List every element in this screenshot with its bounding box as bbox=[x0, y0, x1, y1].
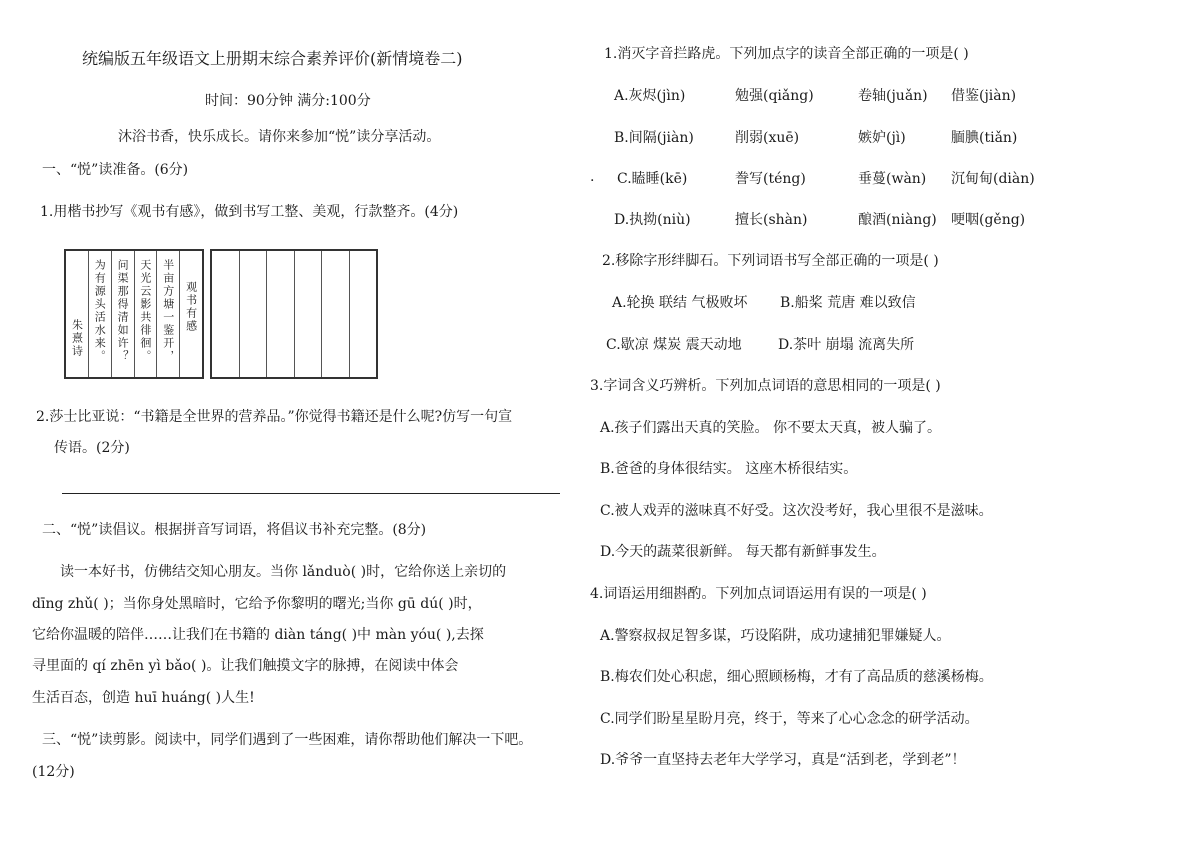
section-1-heading: 一、“悦”读准备。(6分) bbox=[42, 162, 189, 178]
option-1a-2: 勉强(qiǎng) bbox=[735, 88, 814, 104]
answer-line[interactable] bbox=[62, 493, 560, 494]
option-1c-4: 沉甸甸(diàn) bbox=[951, 171, 1035, 187]
option-2d: D.茶叶 崩塌 流离失所 bbox=[778, 337, 915, 353]
option-2b: B.船桨 荒唐 难以致信 bbox=[780, 295, 916, 311]
option-1d-2: 擅长(shàn) bbox=[735, 212, 808, 228]
option-1b-4: 腼腆(tiǎn) bbox=[951, 130, 1018, 146]
writing-grid[interactable] bbox=[210, 249, 378, 379]
option-4c: C.同学们盼星星盼月亮，终于，等来了心心念念的研学活动。 bbox=[600, 711, 979, 727]
page-title: 统编版五年级语文上册期末综合素养评价(新情境卷二) bbox=[82, 49, 463, 68]
option-1b-3: 嫉妒(jì) bbox=[858, 130, 906, 146]
option-4a: A.警察叔叔足智多谋，巧设陷阱，成功逮捕犯罪嫌疑人。 bbox=[600, 628, 951, 644]
passage-line-4: 寻里面的 qí zhēn yì bǎo( )。让我们触摸文字的脉搏，在阅读中体会 bbox=[32, 658, 459, 674]
option-3b: B.爸爸的身体很结实。 这座木桥很结实。 bbox=[600, 461, 858, 477]
passage-line-1: 读一本好书，仿佛结交知心朋友。当你 lǎnduò( )时，它给你送上亲切的 bbox=[60, 564, 507, 580]
option-1c-2: 誊写(téng) bbox=[735, 171, 806, 187]
section-3-heading-cont: (12分) bbox=[32, 764, 75, 780]
poem-line: 半亩方塘一鉴开， bbox=[156, 251, 179, 377]
option-2c: C.歇凉 煤炭 震天动地 bbox=[606, 337, 742, 353]
passage-line-5: 生活百态，创造 huī huáng( )人生! bbox=[32, 690, 255, 706]
section-3-heading: 三、“悦”读剪影。阅读中，同学们遇到了一些困难，请你帮助他们解决一下吧。 bbox=[42, 732, 533, 748]
option-1b-2: 削弱(xuē) bbox=[735, 130, 800, 146]
question-4-right: 4.词语运用细斟酌。下列加点词语运用有误的一项是( ) bbox=[590, 586, 927, 602]
question-2-right: 2.移除字形绊脚石。下列词语书写全部正确的一项是( ) bbox=[602, 253, 939, 269]
option-1d-4: 哽咽(gěng) bbox=[951, 212, 1026, 228]
option-3c: C.被人戏弄的滋味真不好受。这次没考好，我心里很不是滋味。 bbox=[600, 503, 993, 519]
option-1c-1: C.瞌睡(kē) bbox=[617, 171, 688, 187]
poem-box bbox=[64, 249, 204, 379]
passage-line-2: dīng zhǔ( )；当你身处黑暗时，它给予你黎明的曙光;当你 gū dú( )时， bbox=[32, 596, 482, 612]
question-1-right: 1.消灭字音拦路虎。下列加点字的读音全部正确的一项是( ) bbox=[604, 46, 969, 62]
option-1d-3: 酿酒(niàng) bbox=[858, 212, 937, 228]
question-3-right: 3.字词含义巧辨析。下列加点词语的意思相同的一项是( ) bbox=[590, 378, 941, 394]
option-1a-1: A.灰烬(jìn) bbox=[614, 88, 686, 104]
option-1a-3: 卷轴(juǎn) bbox=[858, 88, 928, 104]
poem-line: 问渠那得清如许？ bbox=[111, 251, 134, 377]
stray-dot: . bbox=[590, 169, 595, 185]
option-1c-3: 垂蔓(wàn) bbox=[858, 171, 927, 187]
option-2a: A.轮换 联结 气极败坏 bbox=[612, 295, 748, 311]
option-4d: D.爷爷一直坚持去老年大学学习，真是“活到老，学到老”！ bbox=[600, 752, 966, 768]
poem-title-column: 观书有感 bbox=[179, 251, 202, 377]
option-1d-1: D.执拗(niù) bbox=[614, 212, 691, 228]
option-1a-4: 借鉴(jiàn) bbox=[951, 88, 1017, 104]
intro-text: 沐浴书香，快乐成长。请你来参加“悦”读分享活动。 bbox=[118, 129, 441, 145]
option-4b: B.梅农们处心积虑，细心照顾杨梅，才有了高品质的慈溪杨梅。 bbox=[600, 669, 993, 685]
poem-line: 为有源头活水来。 bbox=[88, 251, 111, 377]
poem-line: 天光云影共徘徊。 bbox=[134, 251, 157, 377]
option-3d: D.今天的蔬菜很新鲜。 每天都有新鲜事发生。 bbox=[600, 544, 886, 560]
option-3a: A.孩子们露出天真的笑脸。 你不要太天真，被人骗了。 bbox=[600, 420, 942, 436]
option-1b-1: B.间隔(jiàn) bbox=[614, 130, 694, 146]
passage-line-3: 它给你温暖的陪伴……让我们在书籍的 diàn táng( )中 màn yóu( ),去探 bbox=[32, 627, 484, 643]
question-2-left: 2.莎士比亚说：“书籍是全世界的营养品。”你觉得书籍还是什么呢?仿写一句宣 bbox=[36, 409, 513, 425]
section-2-heading: 二、“悦”读倡议。根据拼音写词语，将倡议书补充完整。(8分) bbox=[42, 522, 427, 538]
poem-author-column: 朱熹诗 bbox=[70, 319, 84, 358]
exam-time-score: 时间：90分钟 满分:100分 bbox=[205, 93, 371, 109]
question-2-left-cont: 传语。(2分) bbox=[54, 440, 130, 456]
question-1-left: 1.用楷书抄写《观书有感》，做到书写工整、美观，行款整齐。(4分) bbox=[40, 204, 459, 220]
